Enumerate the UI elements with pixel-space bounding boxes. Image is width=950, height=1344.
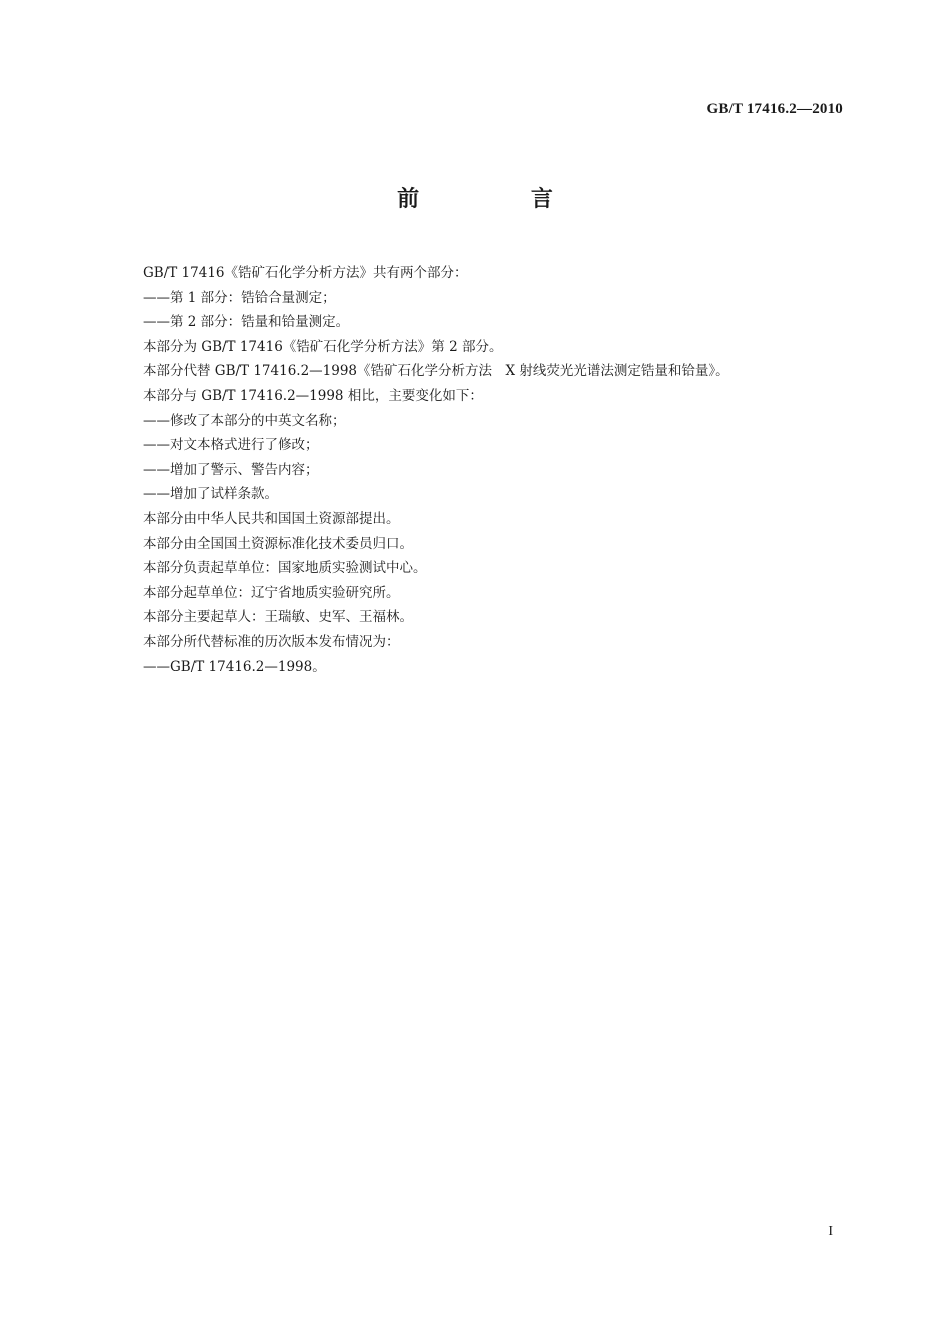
paragraph-line: ——增加了警示、警告内容；: [143, 461, 319, 478]
paragraph-line: GB/T 17416《锆矿石化学分析方法》共有两个部分：: [143, 265, 468, 281]
paragraph-line: ——GB/T 17416.2—1998。: [143, 658, 326, 675]
paragraph-line: ——增加了试样条款。: [143, 486, 278, 503]
paragraph-line: 本部分负责起草单位：国家地质实验测试中心。: [143, 560, 427, 577]
paragraph-line: ——第 2 部分：锆量和铪量测定。: [143, 314, 350, 331]
paragraph-line: ——第 1 部分：锆铪合量测定；: [143, 289, 336, 306]
paragraph-line: 本部分代替 GB/T 17416.2—1998《锆矿石化学分析方法 X 射线荧光光谱法测定锆量和铪量》。: [143, 363, 729, 380]
paragraph-line: 本部分主要起草人：王瑞敏、史军、王福林。: [143, 609, 413, 626]
paragraph-line: 本部分所代替标准的历次版本发布情况为：: [143, 633, 400, 650]
paragraph-line: 本部分由全国国土资源标准化技术委员归口。: [143, 535, 413, 552]
page-title: 前 言: [397, 187, 605, 212]
paragraph-line: 本部分与 GB/T 17416.2—1998 相比，主要变化如下：: [143, 387, 483, 404]
paragraph-line: 本部分为 GB/T 17416《锆矿石化学分析方法》第 2 部分。: [143, 338, 503, 355]
paragraph-line: ——修改了本部分的中英文名称；: [143, 412, 346, 429]
paragraph-line: ——对文本格式进行了修改；: [143, 437, 319, 454]
paragraph-line: 本部分起草单位：辽宁省地质实验研究所。: [143, 584, 400, 601]
paragraph-line: 本部分由中华人民共和国国土资源部提出。: [143, 510, 400, 527]
foreword-body: [143, 261, 863, 679]
standard-code: GB/T 17416.2—2010: [706, 101, 843, 117]
page-number: I: [828, 1224, 833, 1239]
